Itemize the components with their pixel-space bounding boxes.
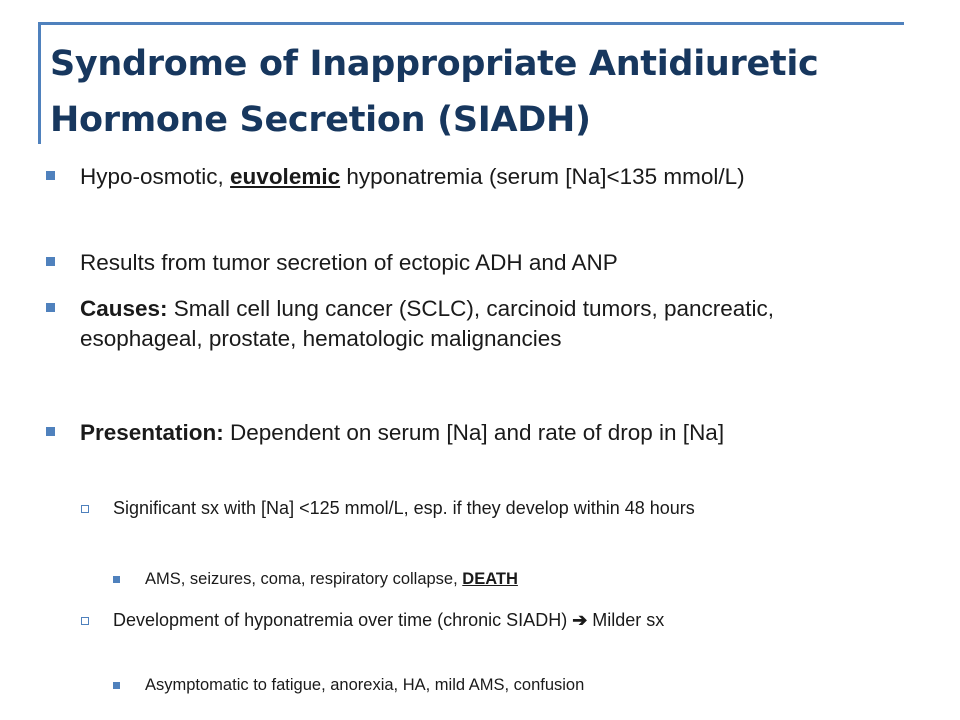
square-bullet-icon <box>113 682 120 689</box>
square-bullet-icon <box>46 303 55 312</box>
sub-bullet-text: Development of hyponatremia over time (chronic SIADH) <box>113 610 573 630</box>
sub-bullet-significant-sx <box>113 496 903 520</box>
bullet-label: Causes: <box>80 296 168 321</box>
sub-sub-bullet-ams-death <box>145 568 905 590</box>
title-frame-left-line <box>38 22 41 144</box>
bullet-tumor-secretion <box>80 248 900 278</box>
bullet-text: Dependent on serum [Na] and rate of drop in [Na] <box>223 420 725 445</box>
sub-sub-bullet-text: Asymptomatic to fatigue, anorexia, HA, mild AMS, confusion <box>145 676 585 694</box>
sub-bullet-text: Significant sx with [Na] <125 mmol/L, esp. if they develop within 48 hours <box>113 498 695 518</box>
slide-title: Syndrome of Inappropriate Antidiuretic Hormone Secretion (SIADH) <box>50 44 819 140</box>
square-bullet-icon <box>46 171 55 180</box>
sub-bullet-text: Milder sx <box>587 610 665 630</box>
bullet-label: Presentation: <box>80 420 224 445</box>
right-arrow-icon: ➔ <box>572 610 588 630</box>
sub-sub-bullet-asymptomatic <box>145 674 905 696</box>
sub-sub-bullet-text: AMS, seizures, coma, respiratory collapse, <box>145 570 463 588</box>
bullet-text: Hypo-osmotic, <box>80 164 231 189</box>
bullet-causes <box>80 294 900 354</box>
bullet-presentation <box>80 418 900 448</box>
bullet-hypo-osmotic <box>80 162 900 192</box>
bullet-text: Small cell lung cancer (SCLC), carcinoid tumors, pancreatic, esophageal, prostate, hematologic malignancies <box>80 296 775 351</box>
square-bullet-icon <box>46 427 55 436</box>
title-frame-top-line <box>38 22 904 25</box>
sub-bullet-chronic-siadh <box>113 608 903 632</box>
hollow-square-bullet-icon <box>81 505 89 513</box>
bullet-text: Results from tumor secretion of ectopic ADH and ANP <box>80 250 618 275</box>
square-bullet-icon <box>113 576 120 583</box>
underlined-term: DEATH <box>462 570 518 588</box>
bullet-text: hyponatremia (serum [Na]<135 mmol/L) <box>340 164 745 189</box>
hollow-square-bullet-icon <box>81 617 89 625</box>
square-bullet-icon <box>46 257 55 266</box>
underlined-term: euvolemic <box>230 164 341 189</box>
